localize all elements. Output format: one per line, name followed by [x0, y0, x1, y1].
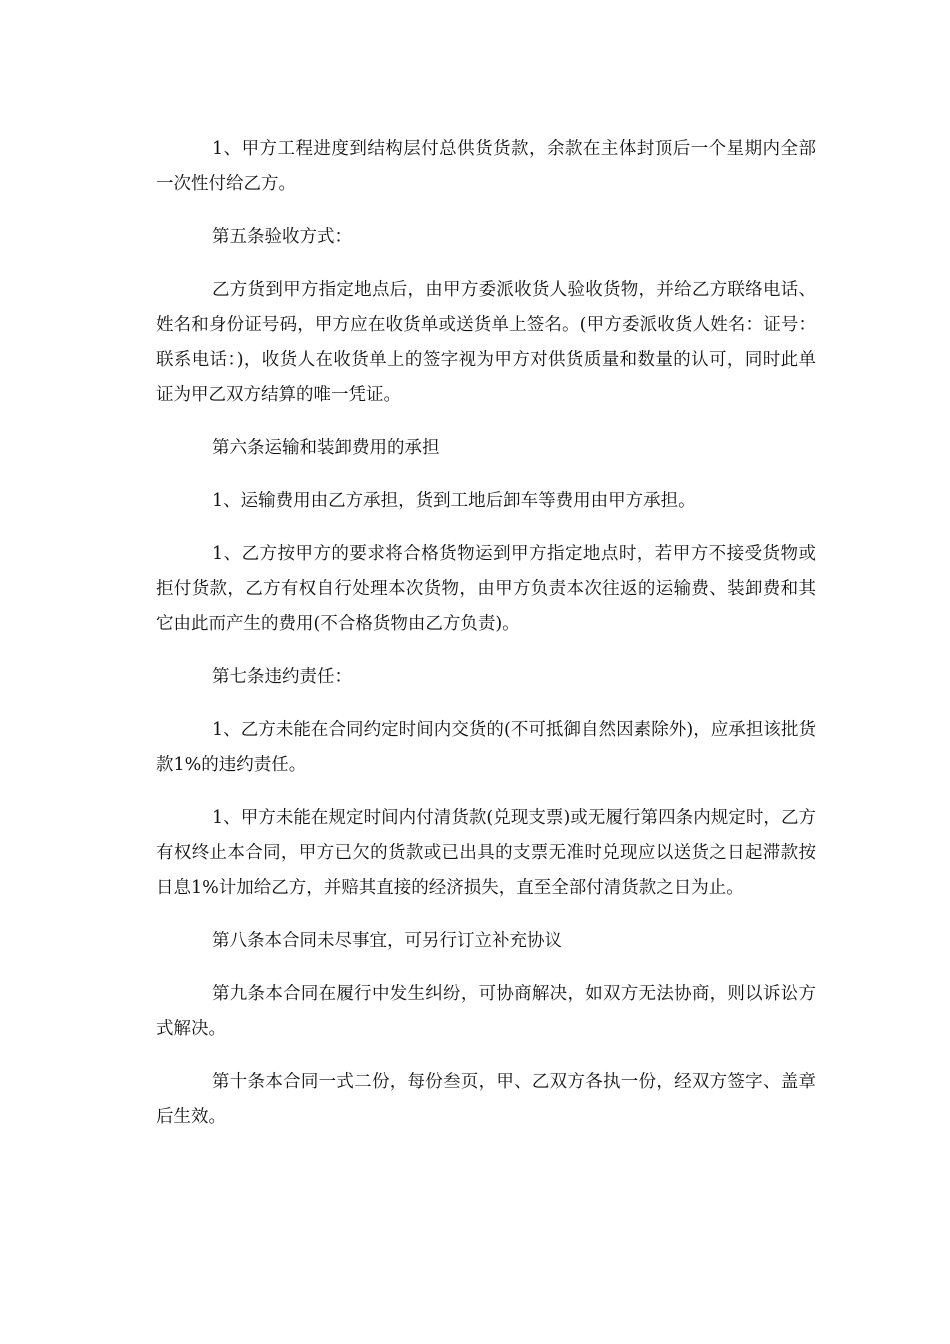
- article-7-heading: 第七条违约责任：: [212, 667, 352, 687]
- transport-clause-2: 1、乙方按甲方的要求将合格货物运到甲方指定地点时，若甲方不接受货物或拒付货款，乙方有权自行处理本次货物，由甲方负责本次往返的运输费、装卸费和其它由此而产生的费用(不合格货物由乙方负责)。: [156, 544, 816, 634]
- article-6-heading: 第六条运输和装卸费用的承担: [212, 438, 440, 458]
- breach-clause-1: 1、乙方未能在合同约定时间内交货的(不可抵御自然因素除外)，应承担该批货款1%的违约责任。: [156, 720, 816, 775]
- payment-clause-1: 1、甲方工程进度到结构层付总供货货款，余款在主体封顶后一个星期内全部一次性付给乙方。: [156, 139, 816, 194]
- acceptance-clause: 乙方货到甲方指定地点后，由甲方委派收货人验收货物，并给乙方联络电话、姓名和身份证号码，甲方应在收货单或送货单上签名。(甲方委派收货人姓名：证号：联系电话：)，收货人在收货单上的签字视为甲方对供货质量和数量的认可，同时此单证为甲乙双方结算的唯一凭证。: [156, 280, 816, 405]
- article-9-clause: 第九条本合同在履行中发生纠纷，可协商解决，如双方无法协商，则以诉讼方式解决。: [156, 984, 816, 1039]
- breach-clause-2: 1、甲方未能在规定时间内付清货款(兑现支票)或无履行第四条内规定时，乙方有权终止本合同，甲方已欠的货款或已出具的支票无准时兑现应以送货之日起滞款按日息1%计加给乙方，并赔其直接的经济损失，直至全部付清货款之日为止。: [156, 808, 816, 898]
- transport-clause-1: 1、运输费用由乙方承担，货到工地后卸车等费用由甲方承担。: [212, 491, 696, 511]
- article-8-heading: 第八条本合同未尽事宜，可另行订立补充协议: [212, 931, 562, 951]
- document-body: [156, 132, 816, 1153]
- article-10-clause: 第十条本合同一式二份，每份叁页，甲、乙双方各执一份，经双方签字、盖章后生效。: [156, 1072, 816, 1127]
- article-5-heading: 第五条验收方式：: [212, 227, 352, 247]
